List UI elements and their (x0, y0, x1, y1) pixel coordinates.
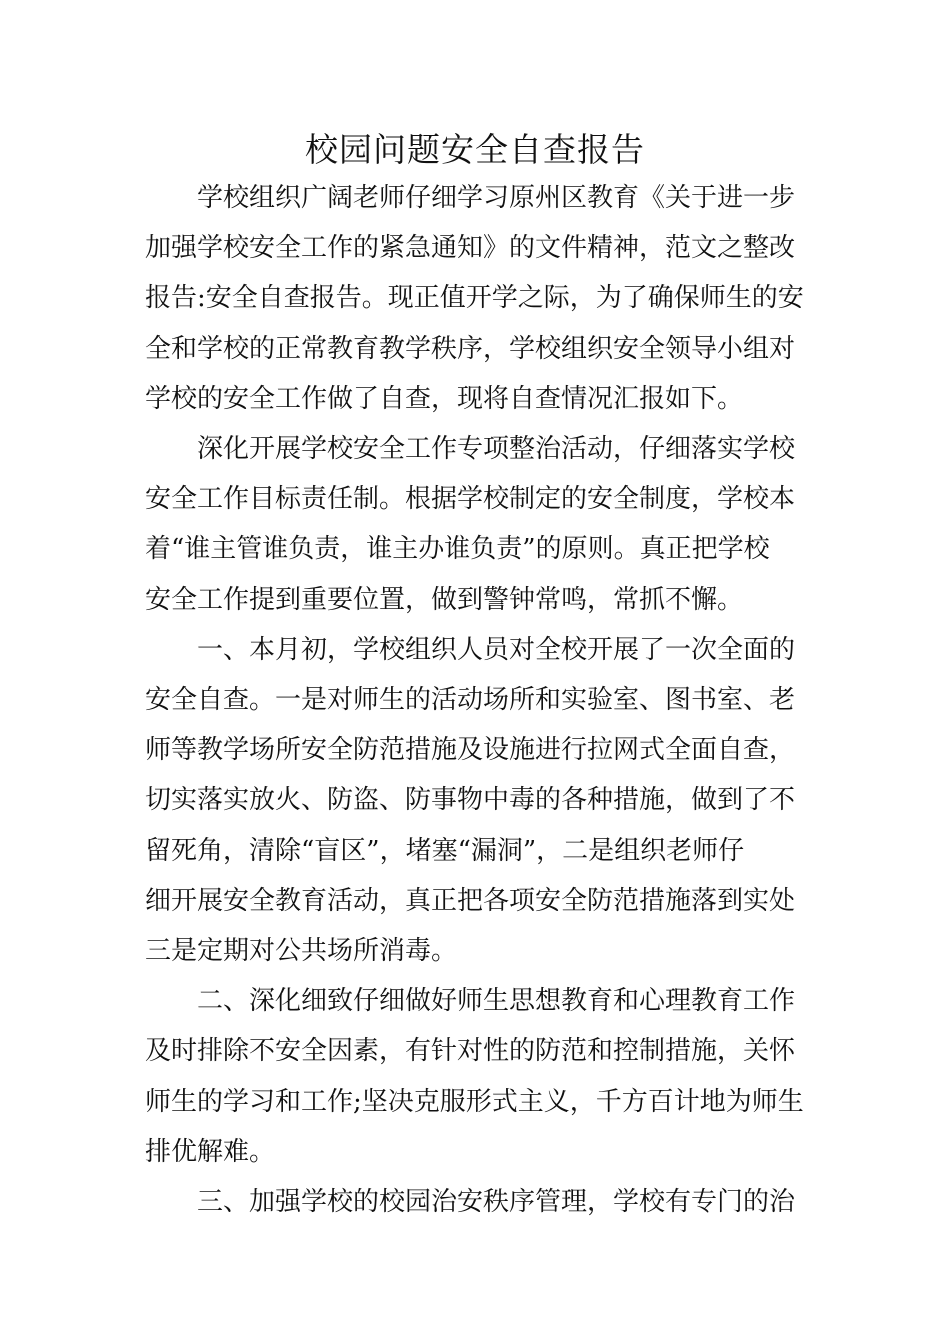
text-line: 师等教学场所安全防范措施及设施进行拉网式全面自查， (145, 735, 796, 766)
text-line: 学校组织广阔老师仔细学习原州区教育《关于进一步 (197, 183, 796, 213)
text-line: 安全自查。一是对师生的活动场所和实验室、图书室、老 (145, 685, 796, 716)
text-line: 安全工作目标责任制。根据学校制定的安全制度，学校本 (145, 484, 796, 515)
paragraph-intro (145, 173, 815, 424)
text-line: 三、加强学校的校园治安秩序管理，学校有专门的治 (197, 1187, 796, 1218)
text-line: 师生的学习和工作;坚决克服形式主义，千方百计地为师生 (145, 1086, 804, 1117)
paragraph-item-one (145, 625, 815, 976)
text-line: 加强学校安全工作的紧急通知》的文件精神，范文之整改 (145, 233, 796, 264)
text-line: 细开展安全教育活动，真正把各项安全防范措施落到实处 (145, 885, 796, 916)
text-line: 全和学校的正常教育教学秩序，学校组织安全领导小组对 (145, 333, 796, 364)
document-body (145, 173, 815, 1227)
text-line: 安全工作提到重要位置，做到警钟常鸣，常抓不懈。 (145, 584, 744, 615)
text-line: 排优解难。 (145, 1136, 276, 1167)
text-line: 着“谁主管谁负责，谁主办谁负责”的原则。真正把学校 (145, 534, 770, 565)
document-title: 校园问题安全自查报告 (305, 130, 645, 169)
paragraph-responsibility (145, 424, 815, 625)
text-line: 留死角，清除“盲区”，堵塞“漏洞”，二是组织老师仔 (145, 835, 745, 866)
text-line: 二、深化细致仔细做好师生思想教育和心理教育工作 (197, 986, 796, 1017)
text-line: 报告:安全自查报告。现正值开学之际，为了确保师生的安 (145, 283, 804, 314)
paragraph-item-three (145, 1177, 815, 1227)
text-line: 切实落实放火、防盗、防事物中毒的各种措施，做到了不 (145, 785, 796, 816)
text-line: 学校的安全工作做了自查，现将自查情况汇报如下。 (145, 383, 744, 414)
text-line: 三是定期对公共场所消毒。 (145, 936, 458, 967)
text-line: 一、本月初，学校组织人员对全校开展了一次全面的 (197, 634, 796, 665)
text-line: 及时排除不安全因素，有针对性的防范和控制措施，关怀 (145, 1036, 796, 1067)
paragraph-item-two (145, 976, 815, 1177)
text-line: 深化开展学校安全工作专项整治活动，仔细落实学校 (197, 434, 796, 465)
